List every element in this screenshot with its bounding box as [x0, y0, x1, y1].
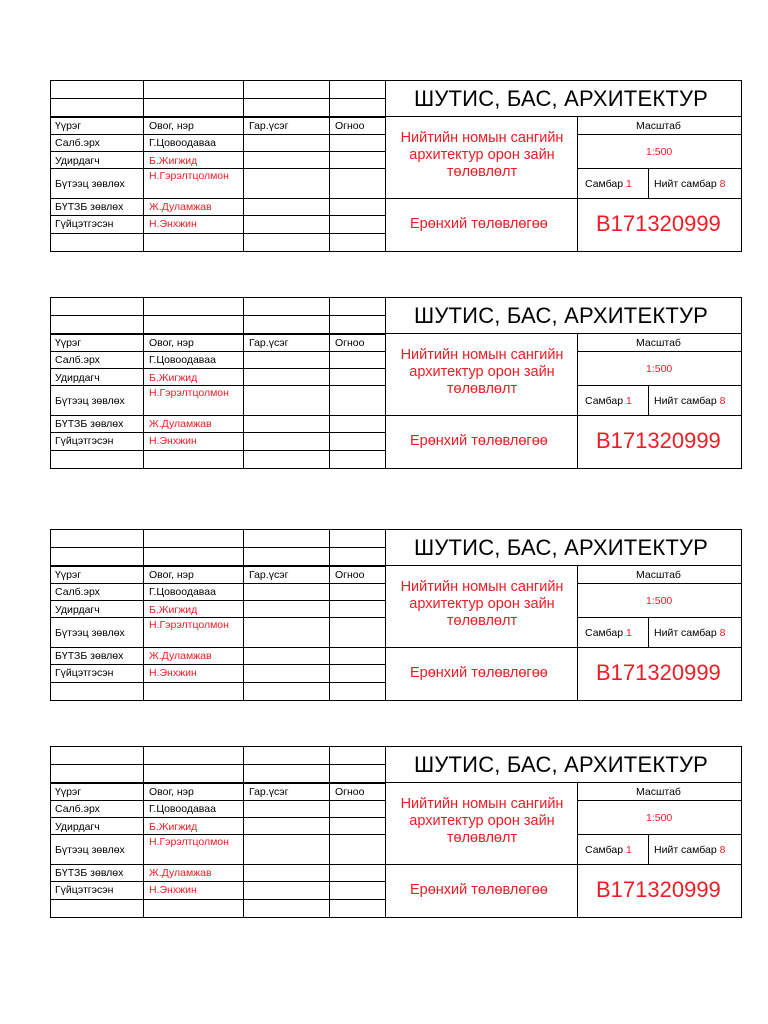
row-role: БҮТЗБ зөвлөх	[55, 650, 124, 662]
sheet-number-cell	[585, 628, 632, 639]
drawing-code: B171320999	[596, 660, 721, 685]
drawing-code: B171320999	[596, 877, 721, 902]
header-signature: Гар.үсэг	[249, 786, 289, 798]
title-block	[50, 529, 742, 701]
row-name: Г.Цовоодаваа	[149, 586, 216, 598]
organization-title: ШУТИС, БАС, АРХИТЕКТУР	[414, 86, 709, 111]
row-role: Салб.эрх	[55, 354, 100, 366]
drawing-code: B171320999	[596, 211, 721, 236]
sheet-label: Самбар	[585, 844, 624, 856]
scale-value: 1:500	[646, 595, 673, 607]
row-role: Бүтээц зөвлөх	[55, 395, 125, 407]
sheet-number: 1	[626, 395, 632, 407]
row-role: Гүйцэтгэсэн	[55, 667, 114, 679]
header-date: Огноо	[335, 120, 365, 132]
row-name: Н.Энхжин	[149, 884, 197, 896]
header-role: Үүрэг	[55, 337, 82, 349]
scale-value: 1:500	[646, 146, 673, 158]
scale-label: Масштаб	[636, 337, 681, 349]
header-date: Огноо	[335, 786, 365, 798]
row-role: Удирдагч	[55, 604, 100, 616]
project-title: Нийтийн номын сангийн архитектур орон зайн төлөвлөлт	[400, 579, 564, 629]
sheet-number-cell	[585, 179, 632, 190]
row-role: Салб.эрх	[55, 137, 100, 149]
scale-value: 1:500	[646, 812, 673, 824]
header-name: Овог, нэр	[149, 337, 194, 349]
total-label: Нийт самбар	[654, 627, 717, 639]
project-title: Нийтийн номын сангийн архитектур орон зайн төлөвлөлт	[400, 130, 564, 180]
title-block	[50, 80, 742, 252]
row-role: БҮТЗБ зөвлөх	[55, 201, 124, 213]
total-label: Нийт самбар	[654, 844, 717, 856]
sheet-number: 1	[626, 627, 632, 639]
sheet-name: Ерөнхий төлөвлөгөө	[410, 433, 548, 449]
header-signature: Гар.үсэг	[249, 337, 289, 349]
project-title: Нийтийн номын сангийн архитектур орон зайн төлөвлөлт	[400, 796, 564, 846]
row-name: Г.Цовоодаваа	[149, 803, 216, 815]
sheet-name: Ерөнхий төлөвлөгөө	[410, 665, 548, 681]
row-name: Н.Гэрэлтцолмон	[149, 170, 229, 182]
drawing-code: B171320999	[596, 428, 721, 453]
row-name: Ж.Дуламжав	[149, 867, 212, 879]
total-sheets-cell	[654, 396, 725, 407]
row-name: Н.Гэрэлтцолмон	[149, 387, 229, 399]
scale-label: Масштаб	[636, 569, 681, 581]
row-role: Удирдагч	[55, 372, 100, 384]
sheet-number-cell	[585, 845, 632, 856]
scale-value: 1:500	[646, 363, 673, 375]
row-role: Бүтээц зөвлөх	[55, 844, 125, 856]
total-number: 8	[719, 844, 726, 856]
row-name: Н.Гэрэлтцолмон	[149, 619, 229, 631]
header-signature: Гар.үсэг	[249, 569, 289, 581]
title-block	[50, 297, 742, 469]
total-number: 8	[719, 178, 726, 190]
organization-title: ШУТИС, БАС, АРХИТЕКТУР	[414, 303, 709, 328]
row-name: Г.Цовоодаваа	[149, 137, 216, 149]
total-label: Нийт самбар	[654, 178, 717, 190]
row-name: Ж.Дуламжав	[149, 650, 212, 662]
header-date: Огноо	[335, 337, 365, 349]
total-label: Нийт самбар	[654, 395, 717, 407]
row-name: Н.Энхжин	[149, 218, 197, 230]
row-role: Гүйцэтгэсэн	[55, 435, 114, 447]
organization-title: ШУТИС, БАС, АРХИТЕКТУР	[414, 752, 709, 777]
row-name: Б.Жигжид	[149, 821, 198, 833]
sheet-number: 1	[626, 844, 632, 856]
row-role: Салб.эрх	[55, 586, 100, 598]
row-role: Гүйцэтгэсэн	[55, 218, 114, 230]
total-number: 8	[719, 627, 726, 639]
project-title: Нийтийн номын сангийн архитектур орон зайн төлөвлөлт	[400, 347, 564, 397]
row-role: БҮТЗБ зөвлөх	[55, 867, 124, 879]
row-name: Н.Гэрэлтцолмон	[149, 836, 229, 848]
header-name: Овог, нэр	[149, 569, 194, 581]
row-role: Бүтээц зөвлөх	[55, 627, 125, 639]
header-role: Үүрэг	[55, 786, 82, 798]
row-name: Н.Энхжин	[149, 667, 197, 679]
scale-label: Масштаб	[636, 120, 681, 132]
header-role: Үүрэг	[55, 569, 82, 581]
row-role: Удирдагч	[55, 155, 100, 167]
row-name: Н.Энхжин	[149, 435, 197, 447]
sheet-label: Самбар	[585, 627, 624, 639]
row-role: БҮТЗБ зөвлөх	[55, 418, 124, 430]
row-name: Г.Цовоодаваа	[149, 354, 216, 366]
row-name: Б.Жигжид	[149, 155, 198, 167]
header-date: Огноо	[335, 569, 365, 581]
row-name: Ж.Дуламжав	[149, 201, 212, 213]
title-block	[50, 746, 742, 918]
organization-title: ШУТИС, БАС, АРХИТЕКТУР	[414, 535, 709, 560]
sheet-label: Самбар	[585, 178, 624, 190]
sheet-name: Ерөнхий төлөвлөгөө	[410, 882, 548, 898]
header-name: Овог, нэр	[149, 120, 194, 132]
total-sheets-cell	[654, 179, 725, 190]
sheet-name: Ерөнхий төлөвлөгөө	[410, 216, 548, 232]
total-number: 8	[719, 395, 726, 407]
row-role: Гүйцэтгэсэн	[55, 884, 114, 896]
row-name: Ж.Дуламжав	[149, 418, 212, 430]
row-name: Б.Жигжид	[149, 604, 198, 616]
row-role: Удирдагч	[55, 821, 100, 833]
sheet-label: Самбар	[585, 395, 624, 407]
sheet-number: 1	[626, 178, 632, 190]
sheet-number-cell	[585, 396, 632, 407]
row-role: Бүтээц зөвлөх	[55, 178, 125, 190]
total-sheets-cell	[654, 628, 725, 639]
row-name: Б.Жигжид	[149, 372, 198, 384]
header-signature: Гар.үсэг	[249, 120, 289, 132]
total-sheets-cell	[654, 845, 725, 856]
header-name: Овог, нэр	[149, 786, 194, 798]
row-role: Салб.эрх	[55, 803, 100, 815]
scale-label: Масштаб	[636, 786, 681, 798]
header-role: Үүрэг	[55, 120, 82, 132]
